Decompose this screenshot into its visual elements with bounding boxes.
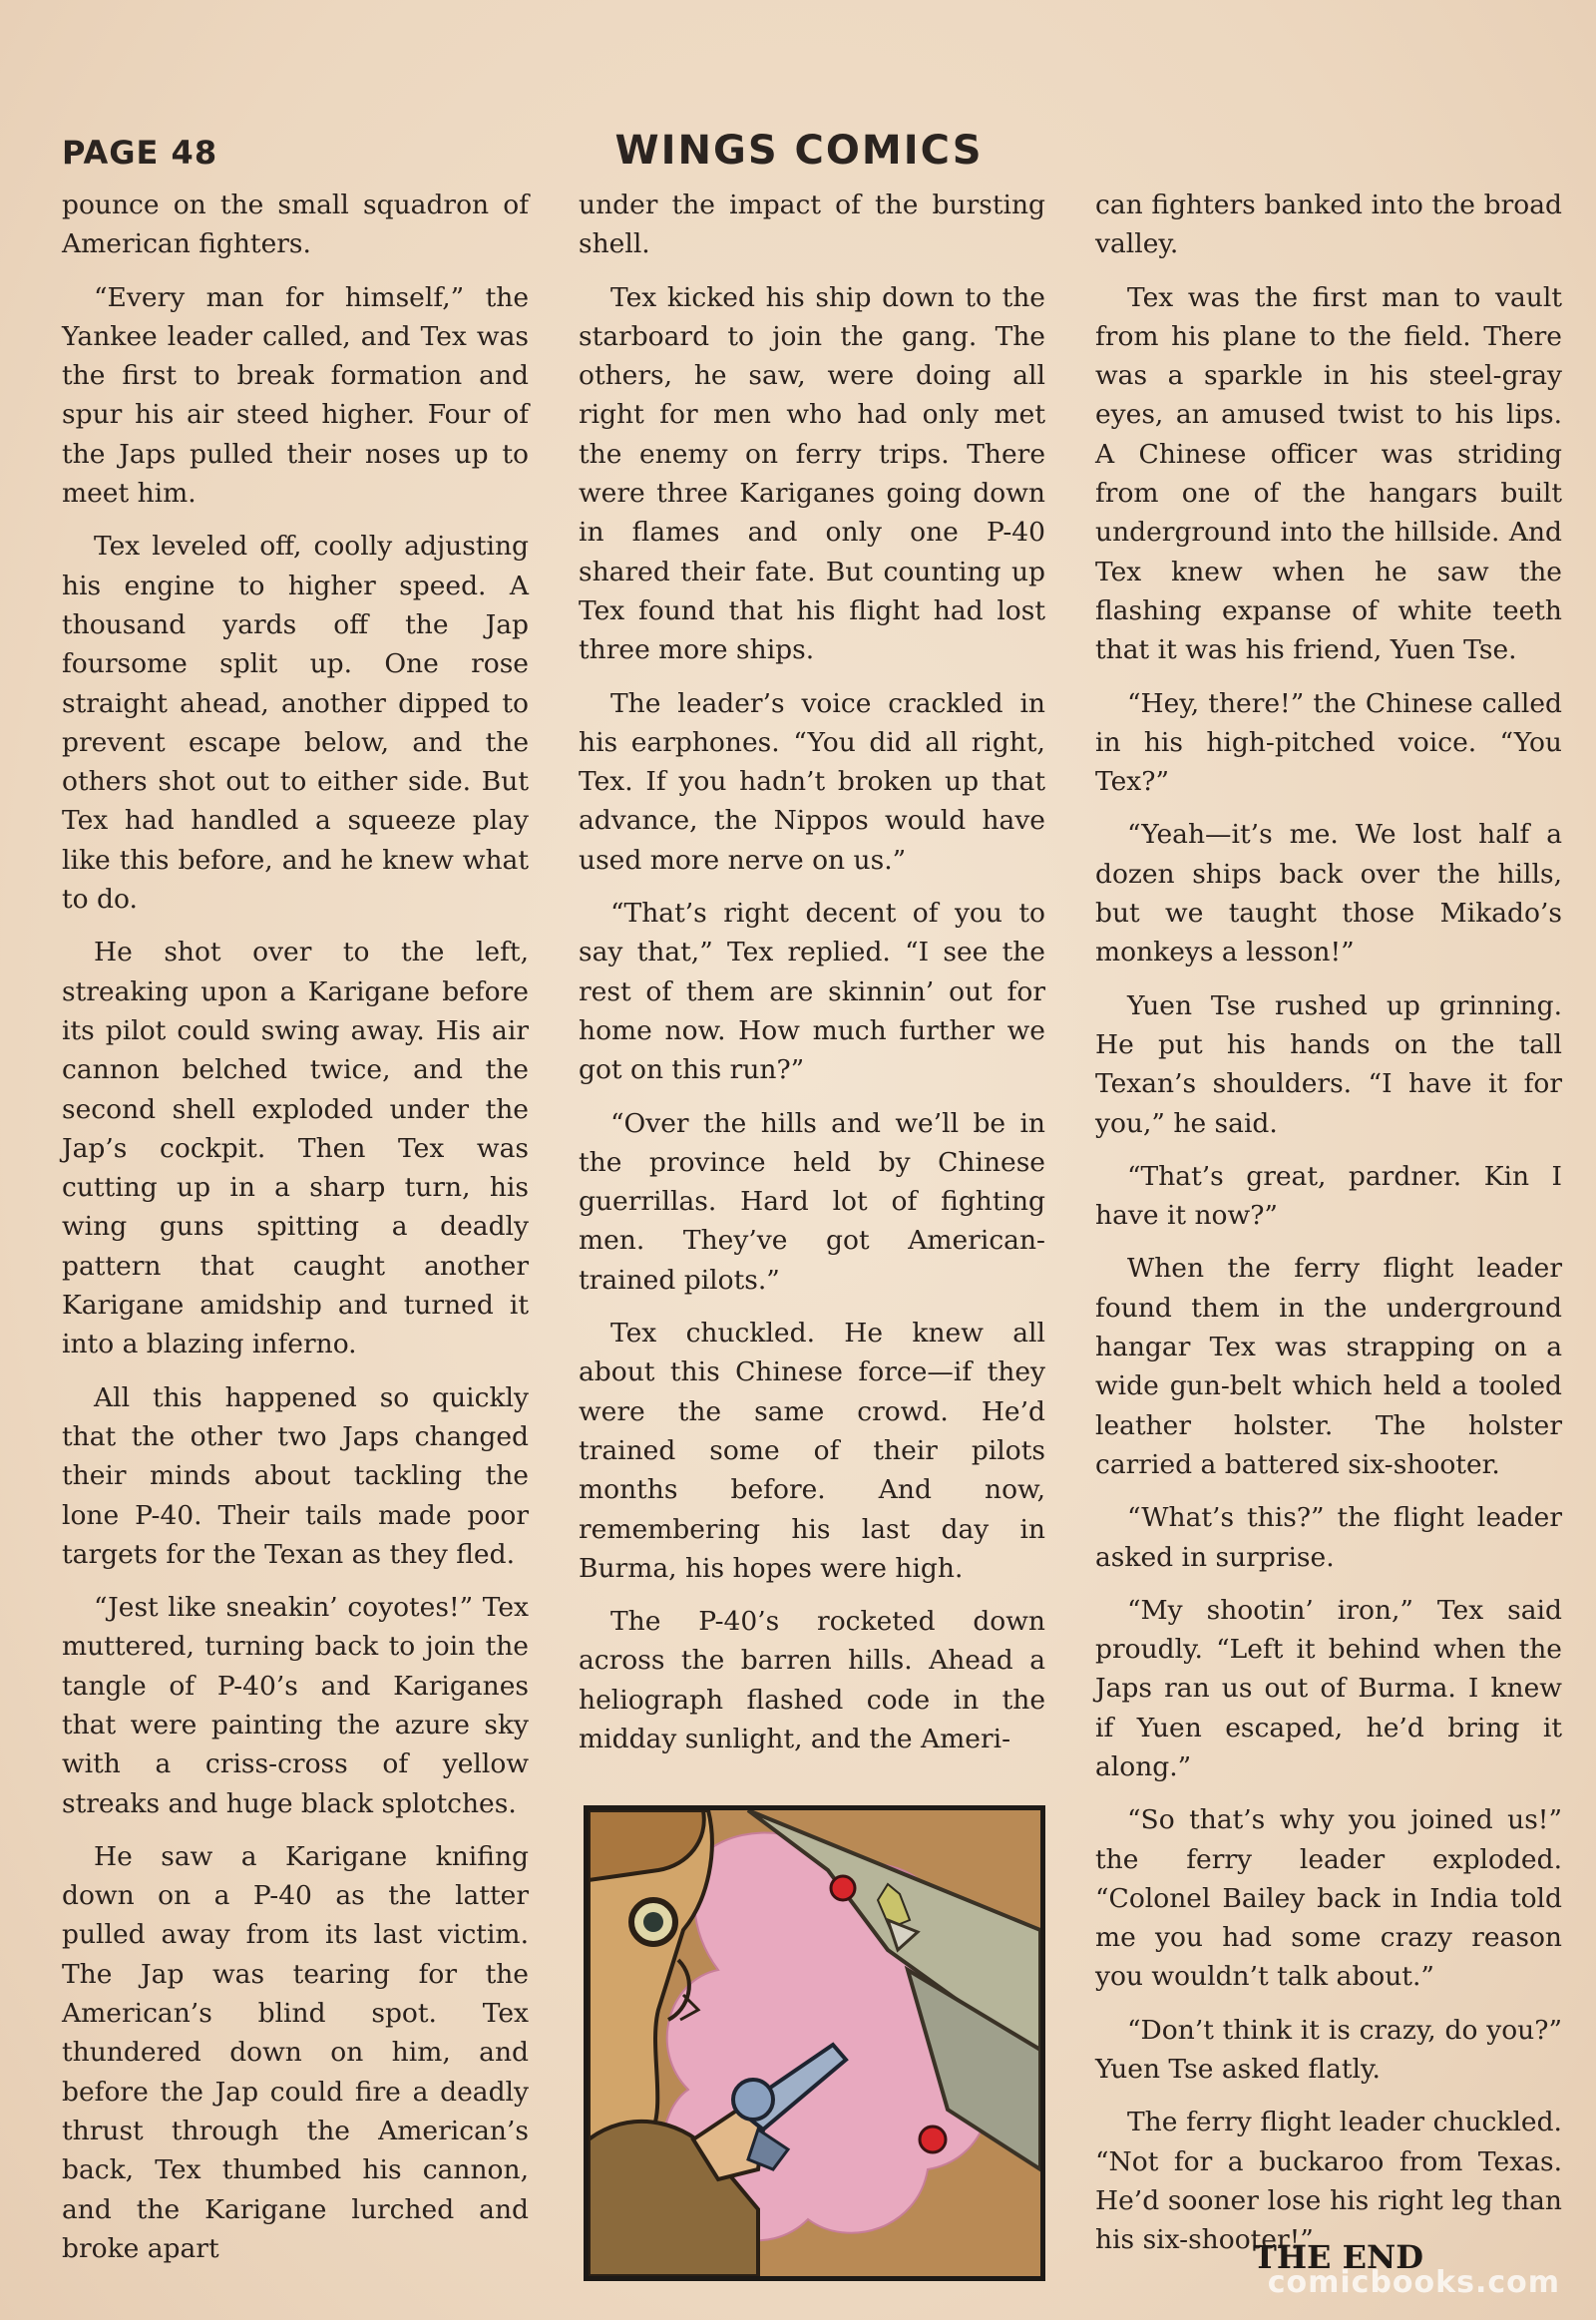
paragraph: The leader’s voice crackled in his earphones. “You did all right, Tex. If you hadn’t broken up that advance, the Nippos would have used more nerve on us.” xyxy=(579,687,1045,876)
paragraph: “Every man for himself,” the Yankee leader called, and Tex was the first to break formation and spur his air steed higher. Four of the Japs pulled their noses up to meet him. xyxy=(62,281,529,510)
paragraph: Tex chuckled. He knew all about this Chinese force—if they were the same crowd. He’d trained some of their pilots months before. And now, remembering his last day in Burma, his hopes were high. xyxy=(579,1318,1045,1584)
pilot-with-revolver-illustration xyxy=(589,1810,1040,2276)
page-header xyxy=(62,128,1536,184)
paragraph: “Over the hills and we’ll be in the province held by Chinese guerrillas. Hard lot of fighting men. They’ve got American-trained pilots.” xyxy=(579,1107,1045,1296)
paragraph: “That’s great, pardner. Kin I have it now?” xyxy=(1095,1160,1562,1232)
paragraph: “That’s right decent of you to say that,” Tex replied. “I see the rest of them are skinnin’ out for home now. How much further we got on this run?” xyxy=(579,898,1045,1086)
paragraph: “What’s this?” the flight leader asked in surprise. xyxy=(1095,1502,1562,1573)
paragraph: “Hey, there!” the Chinese called in his high-pitched voice. “You Tex?” xyxy=(1095,687,1562,798)
paragraph: Tex was the first man to vault from his plane to the field. There was a sparkle in his steel-gray eyes, an amused twist to his lips. A Chinese officer was striding from one of the hangars built underground into the hillside. And Tex knew when he saw the flashing expanse of white teeth that it was his friend, Yuen Tse. xyxy=(1095,281,1562,666)
comic-illustration-panel xyxy=(584,1805,1045,2281)
paragraph: He saw a Karigane knifing down on a P-40 as the latter pulled away from its last victim. The Jap was tearing for the American’s blind spot. Tex thundered down on him, and before the Jap could fire a deadly thrust through the American’s back, Tex thumbed his cannon, and the Karigane lurched and broke apart xyxy=(62,1840,529,2264)
paragraph: “Yeah—it’s me. We lost half a dozen ships back over the hills, but we taught those Mikado’s monkeys a lesson!” xyxy=(1095,819,1562,968)
paragraph: When the ferry flight leader found them in the underground hangar Tex was strapping on a wide gun-belt which held a tooled leather holster. The holster carried a battered six-shooter. xyxy=(1095,1253,1562,1480)
site-watermark: comicbooks.com xyxy=(1267,2265,1560,2300)
magazine-title: WINGS COMICS xyxy=(614,128,984,174)
paragraph: Yuen Tse rushed up grinning. He put his hands on the tall Texan’s shoulders. “I have it for you,” he said. xyxy=(1095,989,1562,1139)
text-column-3 xyxy=(1095,186,1562,2274)
paragraph: He shot over to the left, streaking upon a Karigane before its pilot could swing away. His air cannon belched twice, and the second shell exploded under the Jap’s cockpit. Then Tex was cutting up in a sharp turn, his wing guns spitting a deadly pattern that caught another Karigane amidship and turned it into a blazing inferno. xyxy=(62,937,529,1360)
paragraph: “Jest like sneakin’ coyotes!” Tex muttered, turning back to join the tangle of P-40’s and Kariganes that were painting the azure sky with a criss-cross of yellow streaks and huge black splotches. xyxy=(62,1592,529,1819)
page-number: PAGE 48 xyxy=(62,134,218,172)
paragraph: “My shootin’ iron,” Tex said proudly. “Left it behind when the Japs ran us out of Burma. I knew if Yuen escaped, he’d bring it along.” xyxy=(1095,1594,1562,1782)
paragraph: The P-40’s rocketed down across the barren hills. Ahead a heliograph flashed code in the midday sunlight, and the Ameri- xyxy=(579,1606,1045,1754)
paragraph: “So that’s why you joined us!” the ferry leader exploded. “Colonel Bailey back in India told me you had some crazy reason you wouldn’t talk about.” xyxy=(1095,1804,1562,1993)
paragraph: The ferry flight leader chuckled. “Not for a buckaroo from Texas. He’d sooner lose his right leg than his six-shooter!” xyxy=(1095,2107,1562,2256)
paragraph: can fighters banked into the broad valley. xyxy=(1095,190,1562,260)
paragraph: “Don’t think it is crazy, do you?” Yuen Tse asked flatly. xyxy=(1095,2014,1562,2086)
story-end-label: THE END xyxy=(1253,2238,1423,2276)
paragraph: Tex leveled off, coolly adjusting his engine to higher speed. A thousand yards off the Jap foursome split up. One rose straight ahead, another dipped to prevent escape below, and the others shot out to either side. But Tex had handled a squeeze play like this before, and he knew what to do. xyxy=(62,531,529,916)
paragraph: Tex kicked his ship down to the starboard to join the gang. The others, he saw, were doing all right for men who had only met the enemy on ferry trips. There were three Kariganes going down in flames and only one P-40 shared their fate. But counting up Tex found that his flight had lost three more ships. xyxy=(579,281,1045,666)
paragraph: All this happened so quickly that the other two Japs changed their minds about tackling the lone P-40. Their tails made poor targets for the Texan as they fled. xyxy=(62,1381,529,1570)
paragraph: pounce on the small squadron of American fighters. xyxy=(62,190,529,260)
paragraph: under the impact of the bursting shell. xyxy=(579,190,1045,260)
text-column-1 xyxy=(62,186,529,2282)
text-column-2 xyxy=(579,186,1045,1772)
